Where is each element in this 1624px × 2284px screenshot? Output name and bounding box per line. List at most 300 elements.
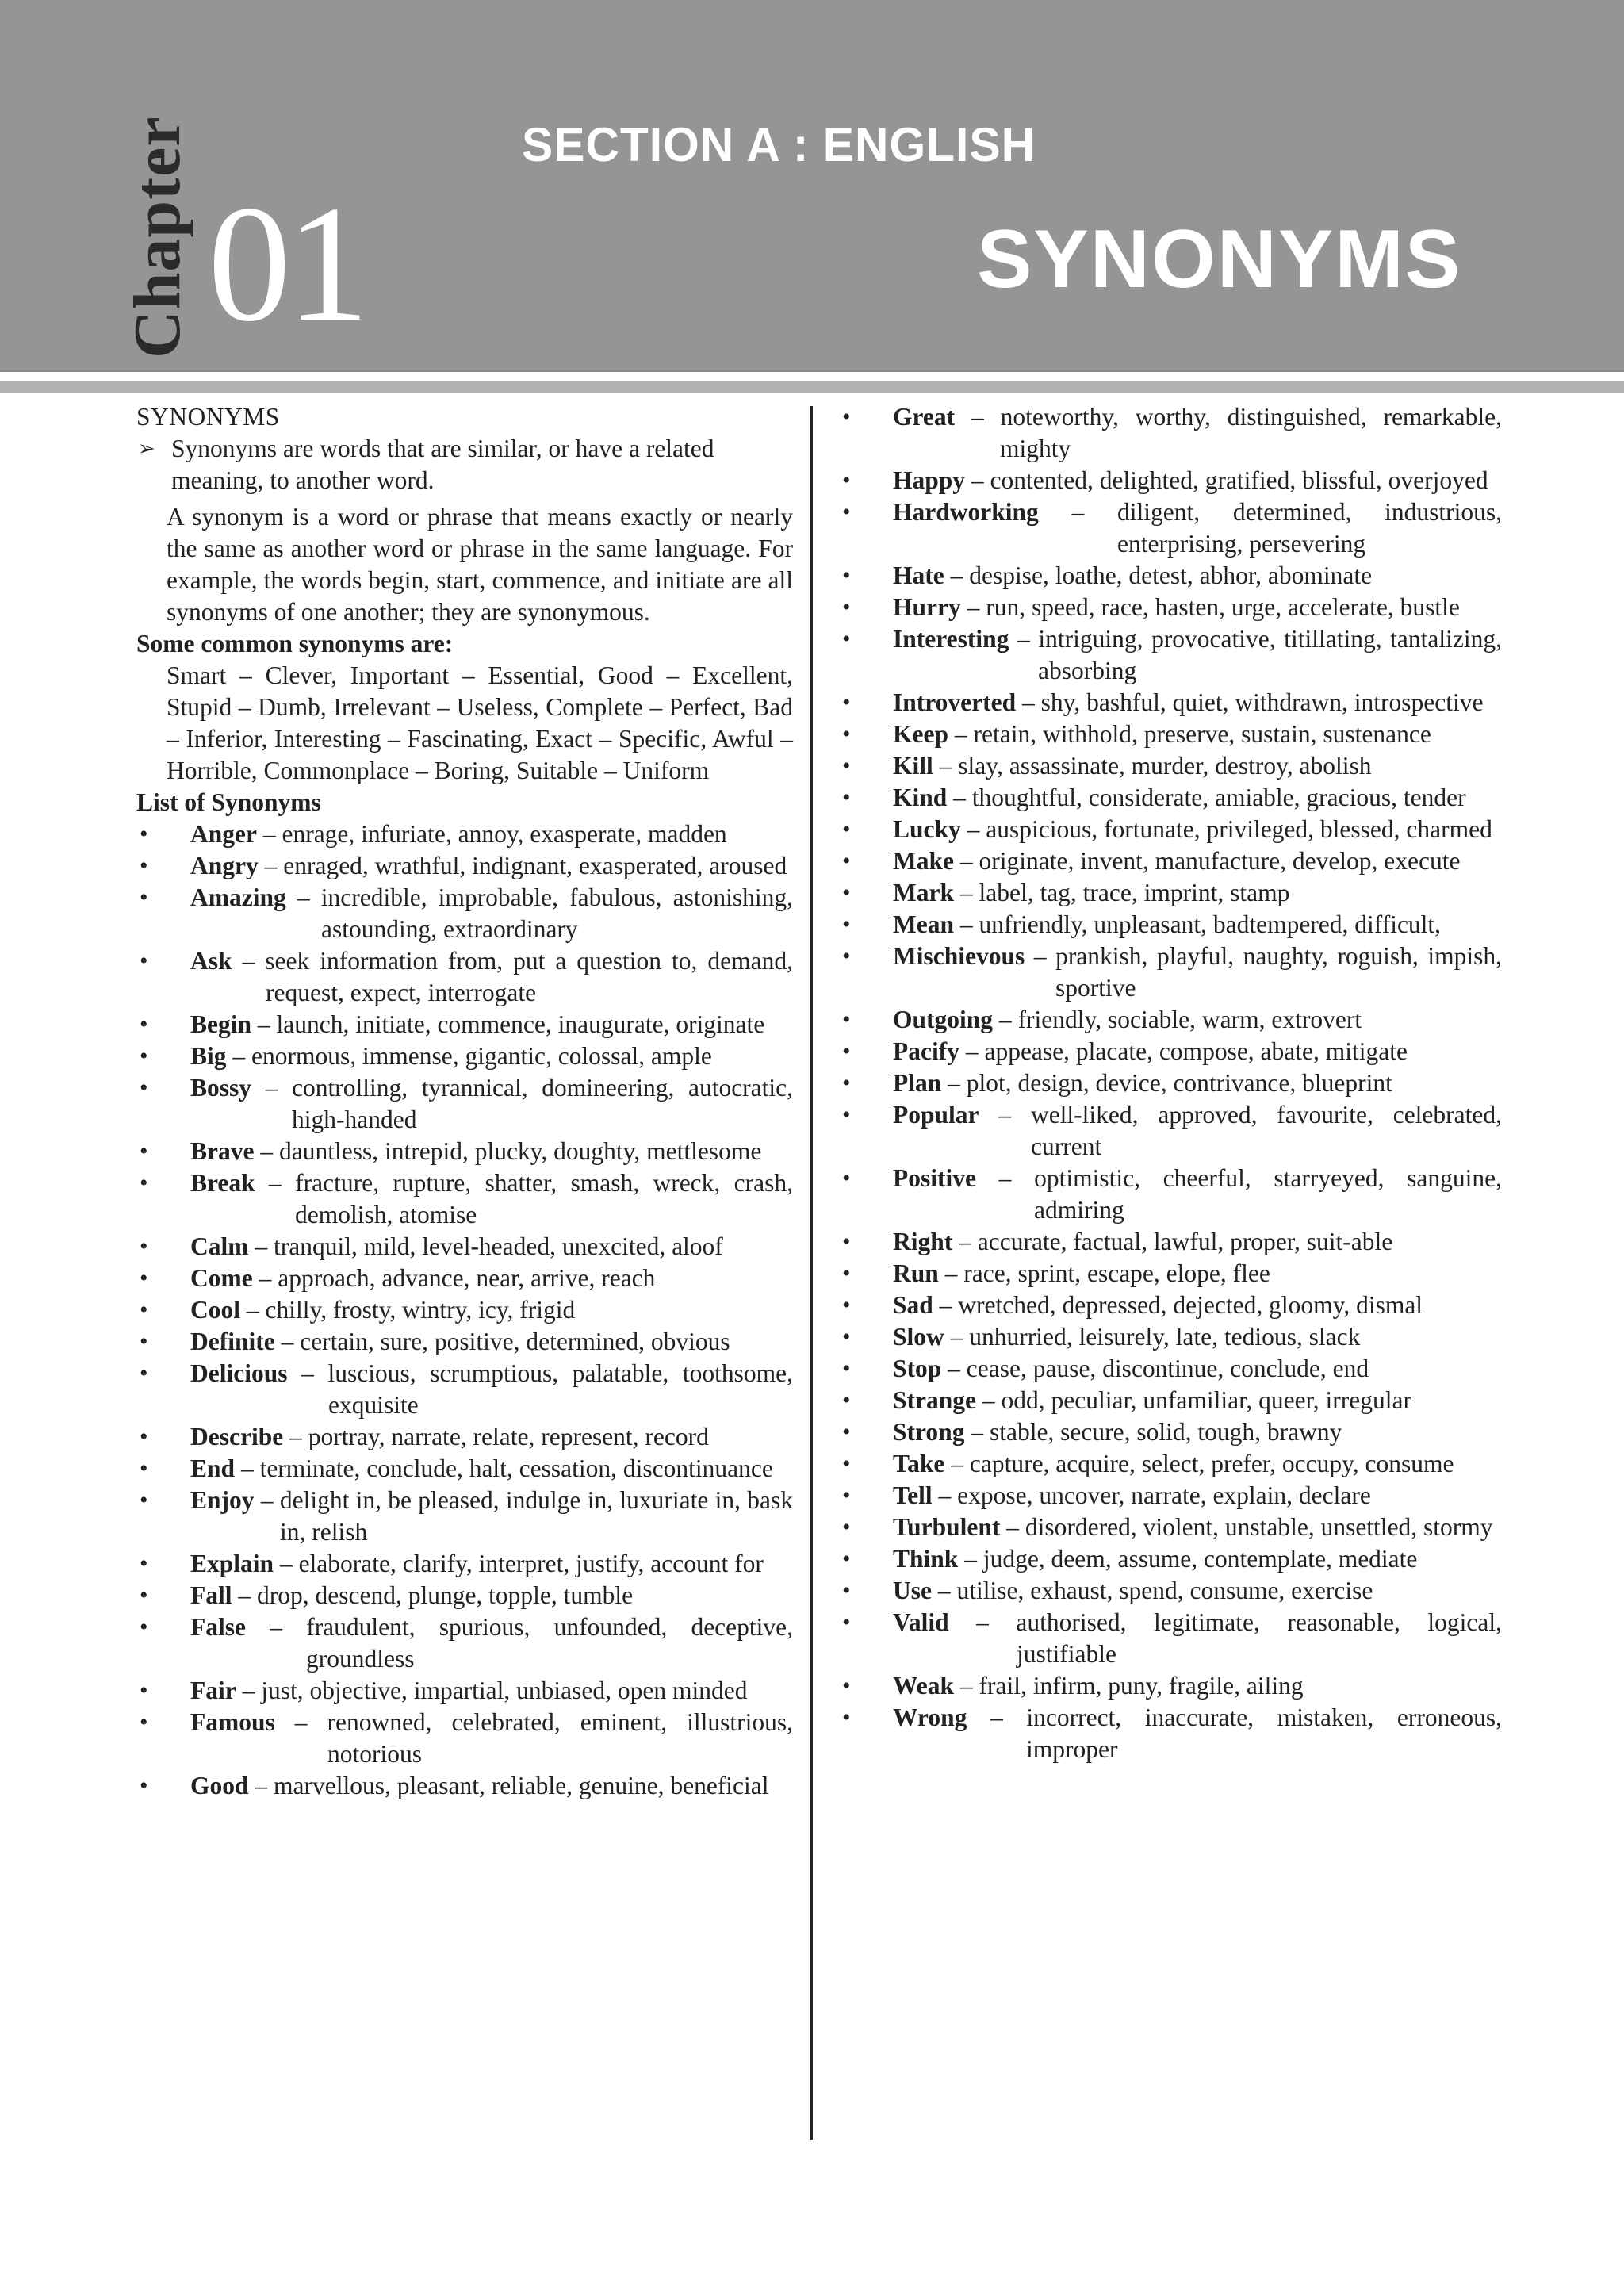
synonym-entry-body [190,1421,793,1453]
left-column [136,401,793,1802]
bullet-icon: • [140,1709,148,1735]
synonym-words: elaborate, clarify, interpret, justify, account for [298,1550,764,1577]
right-column [839,401,1502,1765]
bullet-icon: • [842,943,851,969]
synonym-entry-body [893,1353,1502,1385]
synonym-entry-body [893,877,1502,909]
synonym-entry [839,814,1502,845]
bullet-icon: • [140,1233,148,1259]
bullet-icon: • [842,1704,851,1730]
synonym-words: despise, loathe, detest, abhor, abominate [969,561,1373,589]
synonym-words: enraged, wrathful, indignant, exasperated, aroused [283,852,787,879]
synonym-entry-body [893,496,1502,560]
bullet-icon: • [842,1070,851,1096]
synonym-list-left [136,818,793,1802]
synonym-words: portray, narrate, relate, represent, record [308,1423,709,1450]
dash-separator: – [953,879,979,906]
bullet-icon: • [140,1677,148,1703]
synonym-words: frail, infirm, puny, fragile, ailing [979,1672,1304,1700]
headword: Fair [190,1677,236,1704]
headword: Break [190,1169,255,1197]
synonym-entry-body [893,1512,1502,1543]
dash-separator: – [941,1355,967,1382]
dash-separator: – [254,1486,280,1514]
dash-separator: – [932,1577,957,1604]
headword: Kill [893,752,933,780]
dash-separator: – [285,883,321,911]
dash-separator: – [254,1137,279,1165]
headword: Delicious [190,1359,288,1387]
synonym-entry-body [893,560,1502,592]
dash-separator: – [256,820,282,848]
synonym-words: enrage, infuriate, annoy, exasperate, madden [282,820,727,848]
synonym-entry [839,1290,1502,1321]
bullet-icon: • [140,1487,148,1513]
headword: Bossy [190,1074,252,1102]
bullet-icon: • [140,1455,148,1481]
synonym-entry [136,818,793,850]
synonym-entry [839,877,1502,909]
bullet-icon: • [140,948,148,974]
synonym-words: noteworthy, worthy, distinguished, remarkable, mighty [1000,403,1502,462]
bullet-icon: • [140,1550,148,1577]
dash-separator: – [932,1481,958,1509]
definition-paragraph: A synonym is a word or phrase that means exactly or nearly the same as another word or phrase in the same language. For example, the words begin, start, commence, and initiate are all synonyms of one another; they are synonymous. [167,503,793,626]
bullet-icon: • [842,562,851,588]
bullet-icon: • [842,1482,851,1508]
headword: Definite [190,1328,275,1355]
dash-separator: – [953,847,979,875]
synonym-list-right [839,401,1502,1765]
synonym-words: fracture, rupture, shatter, smash, wreck, crash, demolish, atomise [295,1169,793,1228]
synonym-entry [839,750,1502,782]
bullet-icon: • [842,1228,851,1255]
synonym-entry [839,496,1502,560]
synonym-entry-body [893,909,1502,941]
bullet-icon: • [842,879,851,906]
synonym-entry-body [893,1607,1502,1670]
headword: Outgoing [893,1006,994,1033]
dash-separator: – [960,815,986,843]
synonym-words: controlling, tyrannical, domineering, autocratic, high-handed [292,1074,794,1133]
bullet-icon: • [842,848,851,874]
synonym-entry [839,782,1502,814]
synonym-words: friendly, sociable, warm, extrovert [1017,1006,1362,1033]
headword: Begin [190,1010,252,1038]
dash-separator: – [975,1164,1035,1192]
synonym-words: diligent, determined, industrious, enterprising, persevering [1116,498,1502,558]
headword: Tell [893,1481,933,1509]
bullet-icon: • [842,911,851,937]
synonym-entry-body [893,941,1502,1004]
synonym-entry-body [893,1480,1502,1512]
synonym-entry [839,1543,1502,1575]
synonym-entry-body [893,1004,1502,1036]
dash-separator: – [251,1074,293,1102]
synonym-entry-body [190,1009,793,1040]
headword: Mean [893,910,954,938]
synonym-entry [839,1036,1502,1067]
dash-separator: – [287,1359,328,1387]
synonym-entry-body [190,1040,793,1072]
synonym-words: enormous, immense, gigantic, colossal, ample [251,1042,712,1070]
bullet-icon: • [140,884,148,910]
bullet-icon: • [140,1424,148,1450]
headword: Run [893,1259,939,1287]
synonym-words: approach, advance, near, arrive, reach [278,1264,656,1292]
synonym-words: cease, pause, discontinue, conclude, end [966,1355,1369,1382]
arrowhead-bullet-icon: ➢ [138,437,155,460]
dash-separator: – [933,1291,959,1319]
bullet-icon: • [842,1387,851,1413]
synonym-words: authorised, legitimate, reasonable, logical, justifiable [1016,1608,1503,1668]
synonym-entry [136,1231,793,1263]
bullet-icon: • [842,1673,851,1699]
headword: Stop [893,1355,942,1382]
bullet-icon: • [842,1355,851,1382]
dash-separator: – [955,403,1001,431]
bullet-icon: • [140,1011,148,1037]
synonym-entry-body [190,1072,793,1136]
arrow-point-text: Synonyms are words that are similar, or have a related meaning, to another word. [171,435,714,494]
synonym-words: shy, bashful, quiet, withdrawn, introspective [1040,688,1484,716]
headword: Mark [893,879,954,906]
bullet-icon: • [842,721,851,747]
synonym-entry [136,1421,793,1453]
bullet-icon: • [842,626,851,652]
bullet-icon: • [842,467,851,493]
dash-separator: – [954,1672,979,1700]
synonym-entry [839,1353,1502,1385]
synonym-words: fraudulent, spurious, unfounded, deceptive, groundless [306,1613,793,1673]
headword: Strange [893,1386,976,1414]
synonym-entry-body [190,1263,793,1294]
synonym-words: just, objective, impartial, unbiased, open minded [261,1677,748,1704]
synonym-entry-body [190,1231,793,1263]
bullet-icon: • [842,1450,851,1477]
synonym-entry [839,1670,1502,1702]
dash-separator: – [252,1264,278,1292]
bullet-icon: • [140,1328,148,1355]
headword: Turbulent [893,1513,1001,1541]
bullet-icon: • [140,1297,148,1323]
bullet-icon: • [842,1546,851,1572]
synonym-words: well-liked, approved, favourite, celebrated, current [1030,1101,1502,1160]
dash-separator: – [976,1386,1002,1414]
synonym-entry [136,1136,793,1167]
synonym-words: seek information from, put a question to, demand, request, expect, interrogate [265,947,793,1006]
synonym-entry [136,1580,793,1611]
headword: Strong [893,1418,965,1446]
headword: Describe [190,1423,284,1450]
dash-separator: – [1000,1513,1025,1541]
chapter-label: Chapter [121,116,194,358]
synonym-entry [839,719,1502,750]
dash-separator: – [258,852,284,879]
synonym-entry-body [893,1226,1502,1258]
dash-separator: – [251,1010,277,1038]
headword: Good [190,1772,249,1799]
synonym-entry-body [893,1258,1502,1290]
headword: Use [893,1577,932,1604]
headword: Valid [893,1608,949,1636]
headword: Positive [893,1164,976,1192]
dash-separator: – [240,1296,266,1324]
synonym-entry [136,1072,793,1136]
synonym-entry [839,941,1502,1004]
dash-separator: – [236,1677,262,1704]
list-heading: List of Synonyms [136,788,321,816]
dash-separator: – [1025,942,1056,970]
synonym-words: intriguing, provocative, titillating, tantalizing, absorbing [1038,625,1503,684]
headword: Famous [190,1708,275,1736]
synonym-words: tranquil, mild, level-headed, unexcited, aloof [274,1232,723,1260]
synonym-entry-body [893,1543,1502,1575]
synonym-entry [136,1358,793,1421]
dash-separator: – [1038,498,1117,526]
synonym-words: unfriendly, unpleasant, badtempered, difficult, [979,910,1442,938]
dash-separator: – [274,1550,299,1577]
synonym-entry-body [190,1548,793,1580]
synonym-entry [839,1099,1502,1163]
bullet-icon: • [842,1577,851,1604]
bullet-icon: • [842,753,851,779]
dash-separator: – [245,1613,307,1641]
dash-separator: – [232,947,266,975]
headword: Great [893,403,956,431]
synonym-entry [839,592,1502,623]
synonym-entry-body [190,1453,793,1485]
bullet-icon: • [842,1165,851,1191]
bullet-icon: • [140,1138,148,1164]
headword: Kind [893,784,948,811]
headword: Take [893,1450,945,1477]
dash-separator: – [933,752,959,780]
synonym-entry-body [893,1321,1502,1353]
headword: Hardworking [893,498,1039,526]
dash-separator: – [274,1708,327,1736]
dash-separator: – [248,1232,274,1260]
synonym-entry-body [190,1358,793,1421]
synonym-entry [136,1770,793,1802]
dash-separator: – [274,1328,301,1355]
synonym-words: optimistic, cheerful, starryeyed, sanguine, admiring [1034,1164,1502,1224]
synonym-entry [839,1702,1502,1765]
synonym-entry-body [190,818,793,850]
synonym-entry [136,1294,793,1326]
headword: Amazing [190,883,286,911]
synonym-entry-body [893,1036,1502,1067]
headword: Happy [893,466,966,494]
synonym-words: wretched, depressed, dejected, gloomy, dismal [958,1291,1423,1319]
headword: Hate [893,561,944,589]
synonym-entry [839,560,1502,592]
synonym-entry [839,1575,1502,1607]
bullet-icon: • [140,1170,148,1196]
bullet-icon: • [842,784,851,811]
synonym-entry [839,909,1502,941]
synonym-entry [136,850,793,882]
synonym-entry [136,1611,793,1675]
synonym-words: chilly, frosty, wintry, icy, frigid [265,1296,576,1324]
synonym-entry-body [893,814,1502,845]
dash-separator: – [967,1703,1027,1731]
bullet-icon: • [140,853,148,879]
synonym-entry-body [893,401,1502,465]
synonym-words: luscious, scrumptious, palatable, toothsome, exquisite [327,1359,794,1419]
dash-separator: – [952,1228,978,1255]
synonym-entry [839,845,1502,877]
dash-separator: – [964,1418,990,1446]
section-title: SECTION A : ENGLISH [522,118,1036,171]
dash-separator: – [944,561,970,589]
synonym-words: capture, acquire, select, prefer, occupy, consume [969,1450,1454,1477]
synonym-words: marvellous, pleasant, reliable, genuine, beneficial [274,1772,769,1799]
synonym-entry [136,1675,793,1707]
synonym-entry [839,1321,1502,1353]
chapter-number: 01 [208,172,365,356]
synonym-entry [839,687,1502,719]
headword: False [190,1613,246,1641]
synonym-words: terminate, conclude, halt, cessation, discontinuance [259,1454,773,1482]
synonym-entry-body [893,1702,1502,1765]
synonym-words: odd, peculiar, unfamiliar, queer, irregular [1001,1386,1411,1414]
synonym-entry [839,401,1502,465]
synonym-entry-body [190,1326,793,1358]
synonym-entry-body [893,1670,1502,1702]
synonym-entry [839,1226,1502,1258]
synonym-entry-body [893,750,1502,782]
headword: Ask [190,947,232,975]
synonym-entry-body [893,592,1502,623]
synonym-entry-body [190,945,793,1009]
headword: Brave [190,1137,255,1165]
synonym-words: expose, uncover, narrate, explain, declare [957,1481,1371,1509]
synonym-entry [136,1485,793,1548]
bullet-icon: • [842,1260,851,1286]
synonym-words: incorrect, inaccurate, mistaken, erroneous, improper [1026,1703,1502,1763]
synonym-entry [136,1263,793,1294]
bullet-icon: • [842,1609,851,1635]
bullet-icon: • [140,1075,148,1101]
synonym-entry-body [190,1770,793,1802]
synonym-entry [839,465,1502,496]
dash-separator: – [944,1450,970,1477]
bullet-icon: • [842,1292,851,1318]
headword: Plan [893,1069,942,1097]
headword: Hurry [893,593,961,621]
synonym-entry [136,1040,793,1072]
headword: Anger [190,820,257,848]
dash-separator: – [944,1323,970,1351]
synonym-entry-body [190,1611,793,1675]
synonym-words: auspicious, fortunate, privileged, blessed, charmed [986,815,1492,843]
header-divider-stripe [0,381,1624,393]
synonym-entry [136,1167,793,1231]
bullet-icon: • [842,594,851,620]
bullet-icon: • [140,1043,148,1069]
headword: Mischievous [893,942,1025,970]
synonym-words: prankish, playful, naughty, roguish, impish, sportive [1055,942,1502,1002]
synonym-entry-body [893,1416,1502,1448]
bullet-icon: • [140,1360,148,1386]
synonym-entry [839,1385,1502,1416]
bullet-icon: • [842,1006,851,1033]
synonym-entry [839,1004,1502,1036]
headword: Right [893,1228,953,1255]
synonym-entry [839,623,1502,687]
headword: Big [190,1042,227,1070]
headword: Fall [190,1581,232,1609]
bullet-icon: • [842,689,851,715]
synonym-entry [839,1416,1502,1448]
synonym-entry-body [893,687,1502,719]
synonym-entry-body [190,1294,793,1326]
synonym-words: label, tag, trace, imprint, stamp [979,879,1290,906]
dash-separator: – [1016,688,1041,716]
dash-separator: – [235,1454,260,1482]
synonym-entry-body [893,1099,1502,1163]
synonym-entry-body [893,1163,1502,1226]
headword: Sad [893,1291,933,1319]
bullet-icon: • [842,1102,851,1128]
synonym-entry [839,1163,1502,1226]
synonym-entry [136,1326,793,1358]
common-synonyms-heading: Some common synonyms are: [136,630,454,657]
dash-separator: – [993,1006,1018,1033]
synonym-entry [839,1607,1502,1670]
synonym-words: dauntless, intrepid, plucky, doughty, mettlesome [278,1137,762,1165]
dash-separator: – [255,1169,296,1197]
bullet-icon: • [140,1614,148,1640]
headword: End [190,1454,236,1482]
headword: Calm [190,1232,249,1260]
dash-separator: – [948,720,974,748]
synonym-entry-body [190,1136,793,1167]
headword: Come [190,1264,253,1292]
synonym-entry-body [893,465,1502,496]
headword: Interesting [893,625,1009,653]
headword: Explain [190,1550,274,1577]
synonym-words: accurate, factual, lawful, proper, suit-able [977,1228,1393,1255]
synonym-entry-body [893,1385,1502,1416]
synonym-entry [136,945,793,1009]
synonym-words: utilise, exhaust, spend, consume, exercise [956,1577,1373,1604]
headword: Enjoy [190,1486,255,1514]
synonym-words: judge, deem, assume, contemplate, mediate [982,1545,1418,1573]
headword: Cool [190,1296,240,1324]
bullet-icon: • [842,1419,851,1445]
synonym-entry-body [190,1485,793,1548]
dash-separator: – [960,593,986,621]
headword: Introverted [893,688,1017,716]
synonym-entry-body [893,719,1502,750]
headword: Popular [893,1101,979,1129]
dash-separator: – [283,1423,308,1450]
synonym-entry-body [893,1448,1502,1480]
synonym-entry-body [190,1675,793,1707]
bullet-icon: • [140,1582,148,1608]
bullet-icon: • [140,1772,148,1799]
dash-separator: – [232,1581,257,1609]
chapter-title: SYNONYMS [977,213,1462,305]
bullet-icon: • [842,1514,851,1540]
synonym-words: stable, secure, solid, tough, brawny [989,1418,1342,1446]
bullet-icon: • [842,404,851,430]
synonym-words: thoughtful, considerate, amiable, gracious, tender [971,784,1466,811]
synonym-entry-body [893,623,1502,687]
synonym-entry-body [893,782,1502,814]
